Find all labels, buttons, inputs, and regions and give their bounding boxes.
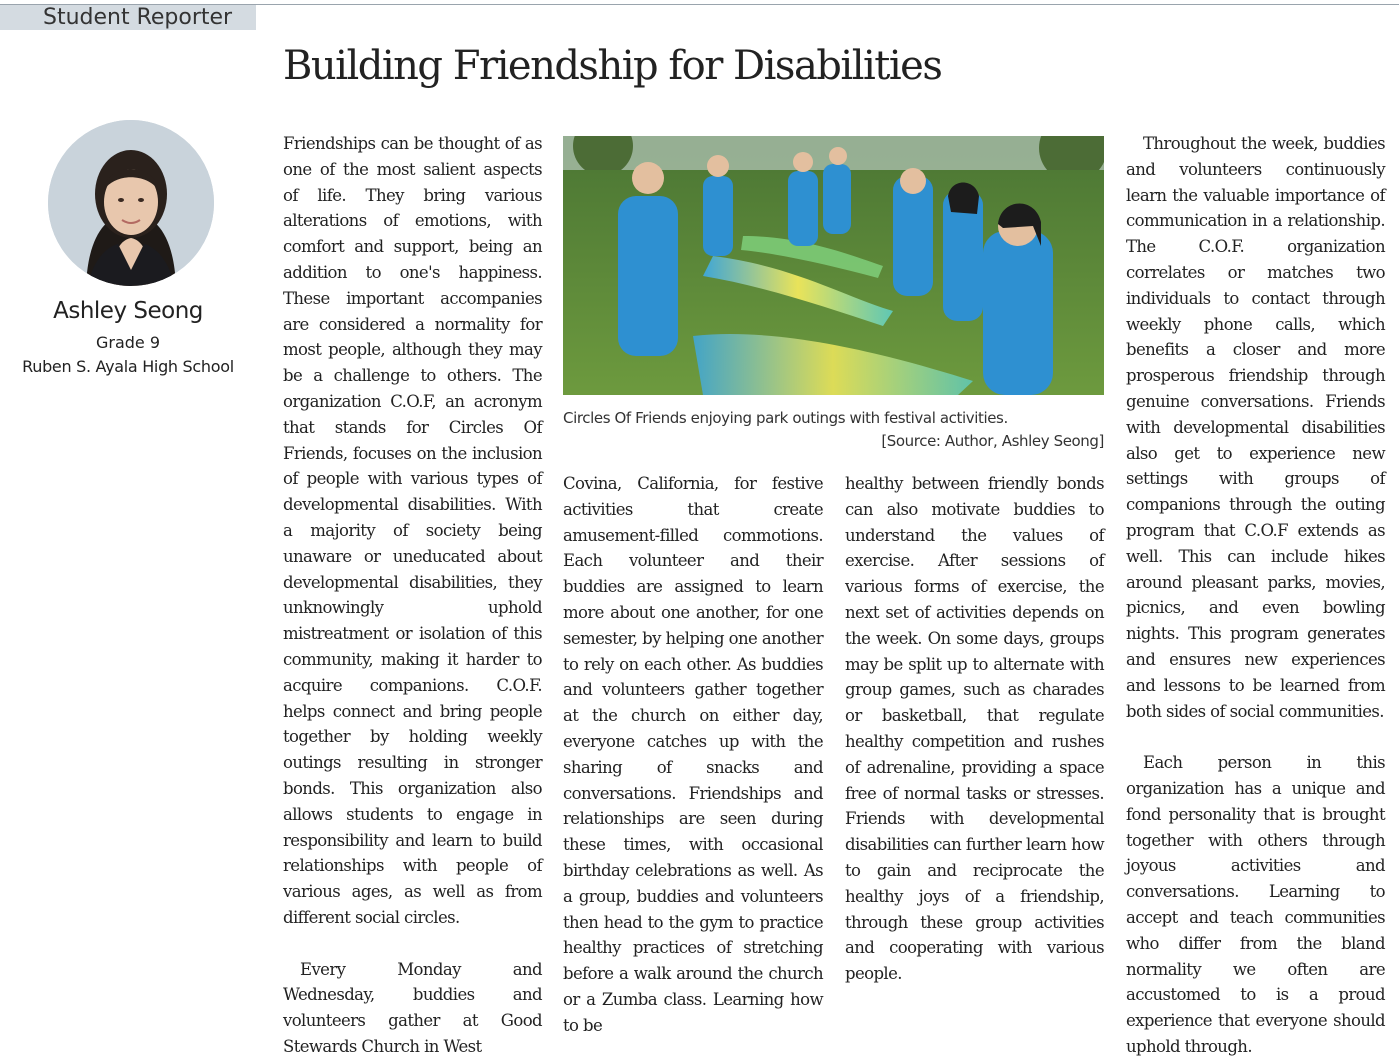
article-paragraph: healthy between friendly bonds can also motivate buddies to understand the values of exercise. After sessions of various forms of exercise, the next set of activities depends on the week. On some days, groups may be split up to alternate with group games, such as charades or basketball, that regulate healthy competition and rushes of adrenaline, providing a space free of normal tasks or stresses. Friends with developmental disabilities can further learn how to gain and reciprocate the healthy joys of a friendship, through these group activities and cooperating with various people.: [845, 474, 1104, 984]
photo-source: [Source: Author, Ashley Seong]: [881, 432, 1104, 450]
article-column-1: [283, 131, 542, 1060]
author-grade: Grade 9: [95, 333, 161, 352]
photo-caption: Circles Of Friends enjoying park outings with festival activities.: [563, 409, 1008, 427]
article-paragraph: Friendships can be thought of as one of the most salient aspects of life. They bring various alterations of emotions, with comfort and support, being an addition to one's happiness. These important accompanies are considered a normality for most people, although they may be a challenge to others. The organization C.O.F, an acronym that stands for Circles Of Friends, focuses on the inclusion of people with various types of developmental disabilities. With a majority of society being unaware or uneducated about developmental disabilities, they unknowingly uphold mistreatment or isolation of this community, making it harder to acquire companions. C.O.F. helps connect and bring people together by holding weekly outings resulting in stronger bonds. This organization also allows students to engage in responsibility and learn to build relationships with people of various ages, as well as from different social circles.: [283, 134, 542, 927]
author-avatar: [48, 120, 214, 286]
article-column-4: [1126, 131, 1385, 1060]
article-paragraph: Every Monday and Wednesday, buddies and volunteers gather at Good Stewards Church in West: [283, 959, 542, 1056]
article-paragraph: Throughout the week, buddies and volunteers continuously learn the valuable importance of communication in a relationship. The C.O.F. organization correlates or matches two individuals to contact through weekly phone calls, which benefits a closer and more prosperous friendship through genuine conversations. Friends with developmental disabilities also get to experience new settings with groups of companions through the outing program that C.O.F extends as well. This can include hikes around pleasant parks, movies, picnics, and even bowling nights. This program generates and ensures new experiences and lessons to be learned from both sides of social communities.: [1126, 134, 1385, 721]
article-photo: [563, 136, 1104, 395]
author-name: Ashley Seong: [53, 298, 203, 324]
author-school: Ruben S. Ayala High School: [22, 357, 234, 376]
article-paragraph: Covina, California, for festive activities that create amusement-filled commotions. Each volunteer and their buddies are assigned to learn more about one another, for one semester, by helping one another to rely on each other. As buddies and volunteers gather together at the church on either day, everyone catches up with the sharing of snacks and conversations. Friendships and relationships are seen during these times, with occasional birthday celebrations as well. As a group, buddies and volunteers then head to the gym to practice healthy practices of stretching before a walk around the church or a Zumba class. Learning how to be: [563, 474, 823, 1035]
article-headline: Building Friendship for Disabilities: [283, 43, 942, 89]
article-column-3: [845, 471, 1104, 987]
article-column-2: [563, 471, 823, 1039]
park-photo-illustration: [563, 136, 1104, 395]
section-label: Student Reporter: [0, 5, 256, 30]
article-paragraph: Each person in this organization has a unique and fond personality that is brought together with others through joyous activities and conversations. Learning to accept and teach communities who differ from the bland normality we often are accustomed to is a proud experience that everyone should uphold through.: [1126, 753, 1385, 1056]
author-portrait-icon: [48, 120, 214, 286]
